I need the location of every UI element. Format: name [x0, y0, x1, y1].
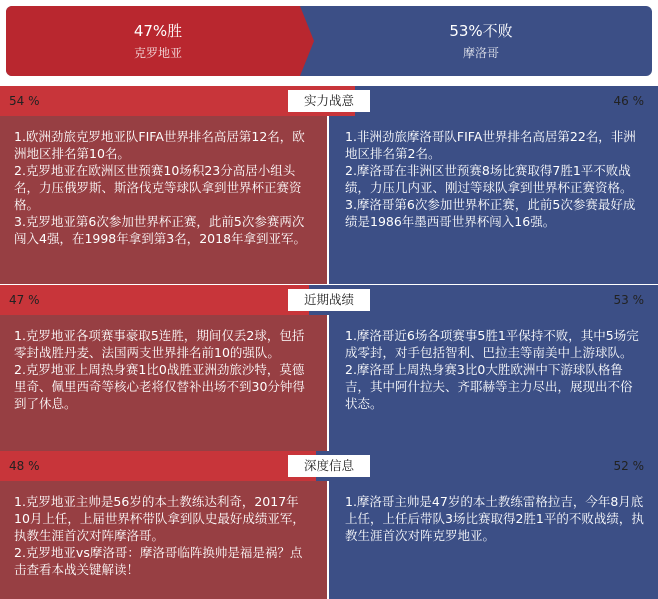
- section-body: [0, 315, 658, 451]
- section-header-bar: [0, 86, 658, 116]
- home-notes: [0, 481, 327, 599]
- home-note[interactable]: 2.克罗地亚vs摩洛哥：摩洛哥临阵换帅是福是祸？点击查看本战关键解读！: [14, 545, 303, 577]
- home-notes: [0, 315, 327, 451]
- away-note: 2.摩洛哥在非洲区世预赛8场比赛取得7胜1平不败战绩，力压几内亚、刚过等球队拿到世界杯正赛资格。: [345, 163, 633, 195]
- section-body: [0, 481, 658, 599]
- home-share-label: 54 %: [9, 94, 40, 108]
- win-probability-header: [6, 6, 652, 76]
- section-title: 近期战绩: [288, 289, 370, 311]
- home-note: 1.欧洲劲旅克罗地亚队FIFA世界排名高居第12名，欧洲地区排名第10名。: [14, 129, 305, 161]
- away-team-cell: [310, 6, 652, 76]
- away-notes: [329, 315, 658, 451]
- away-note: 3.摩洛哥第6次参加世界杯正赛，此前5次参赛最好成绩是1986年墨西哥世界杯闯入16强。: [345, 197, 636, 229]
- away-note: 1.摩洛哥主帅是47岁的本土教练雷格拉吉，今年8月底上任，上任后带队3场比赛取得2胜1平的不败战绩，执教生涯首次对阵克罗地亚。: [345, 494, 644, 543]
- home-notes: [0, 116, 327, 284]
- section-title: 实力战意: [288, 90, 370, 112]
- section-body: [0, 116, 658, 284]
- away-share-label: 53 %: [613, 293, 644, 307]
- home-share-label: 48 %: [9, 459, 40, 473]
- section-title: 深度信息: [288, 455, 370, 477]
- home-win-percent: 47%胜: [133, 21, 183, 40]
- home-team-name: 克罗地亚: [133, 45, 182, 60]
- away-notes: [329, 116, 658, 284]
- home-share-label: 47 %: [9, 293, 40, 307]
- home-note: 1.克罗地亚主帅是56岁的本土教练达利奇，2017年10月上任，上届世界杯带队拿到队史最好成绩亚军，执教生涯首次对阵摩洛哥。: [14, 494, 305, 543]
- section-header-bar: [0, 285, 658, 315]
- away-note: 1.非洲劲旅摩洛哥队FIFA世界排名高居第22名，非洲地区排名第2名。: [345, 129, 636, 161]
- away-unbeaten-percent: 53%不败: [449, 21, 513, 40]
- away-notes: [329, 481, 658, 599]
- away-note: 1.摩洛哥近6场各项赛事5胜1平保持不败，其中5场完成零封，对手包括智利、巴拉圭等南美中上游球队。: [345, 328, 639, 360]
- away-share-label: 46 %: [613, 94, 644, 108]
- home-note: 2.克罗地亚上周热身赛1比0战胜亚洲劲旅沙特，莫德里奇、佩里西奇等核心老将仅替补出场不到30分钟得到了休息。: [14, 362, 305, 411]
- home-note: 3.克罗地亚第6次参加世界杯正赛，此前5次参赛两次闯入4强，在1998年拿到第3名，2018年拿到亚军。: [14, 214, 307, 246]
- away-note: 2.摩洛哥上周热身赛3比0大胜欧洲中下游球队格鲁吉，其中阿什拉夫、齐耶赫等主力尽出，展现出不俗状态。: [345, 362, 633, 411]
- home-note: 2.克罗地亚在欧洲区世预赛10场积23分高居小组头名，力压俄罗斯、斯洛伐克等球队拿到世界杯正赛资格。: [14, 163, 302, 212]
- home-team-cell: [6, 6, 310, 76]
- home-note: 1.克罗地亚各项赛事豪取5连胜，期间仅丢2球，包括零封战胜丹麦、法国两支世界排名前10的强队。: [14, 328, 305, 360]
- away-team-name: 摩洛哥: [462, 45, 499, 60]
- away-share-label: 52 %: [613, 459, 644, 473]
- section-header-bar: [0, 451, 658, 481]
